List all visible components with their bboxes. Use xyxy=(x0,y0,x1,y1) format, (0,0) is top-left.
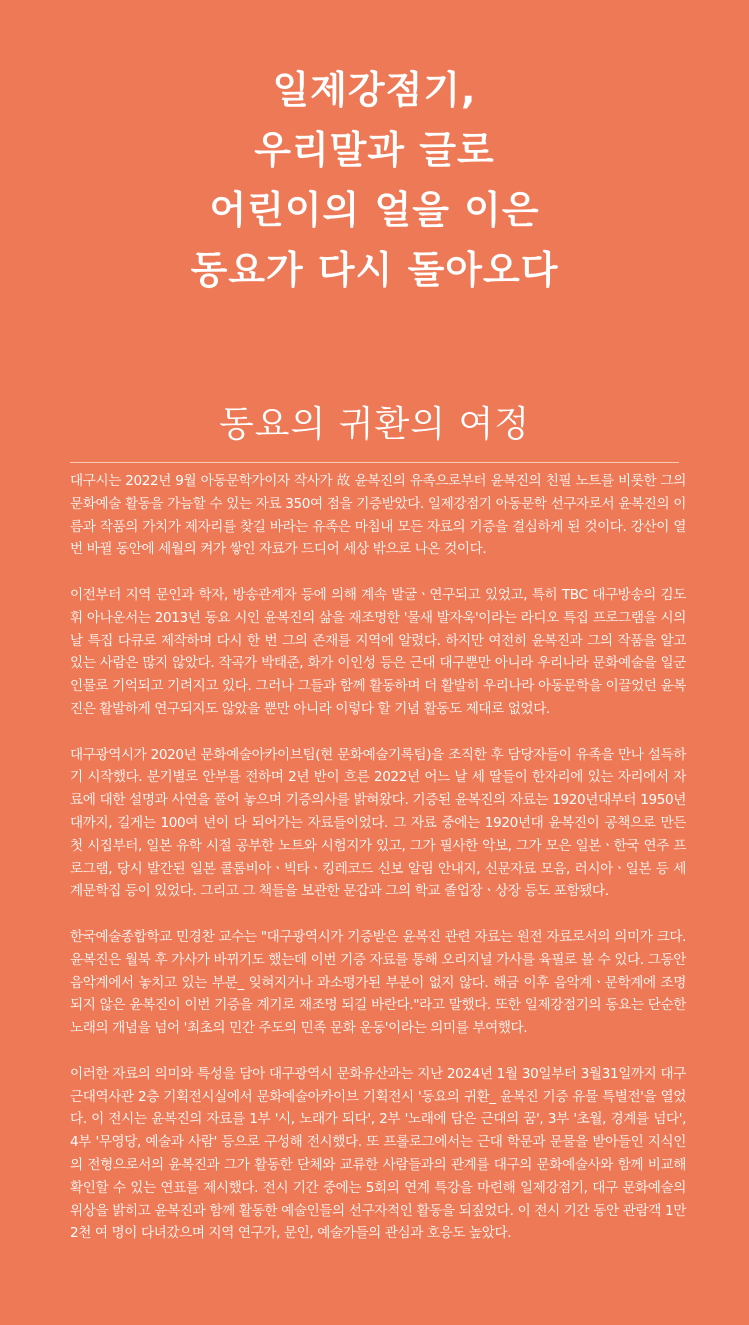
title-divider xyxy=(70,462,679,463)
headline-line-4: 동요가 다시 돌아오다 xyxy=(190,248,559,292)
headline-line-2: 우리말과 글로 xyxy=(254,128,495,172)
paragraph-donation: 대구시는 2022년 9월 아동문학가이자 작사가 故 윤복진의 유족으로부터 윤복진의 친필 노트를 비롯한 그의 문화예술 활동을 가늠할 수 있는 자료 350여 점을 기증받았다. 일제강점기 아동문학 선구자로서 윤복진의 이름과 작품의 가치가 제자리를 찾길 바라는 유족은 마침내 모든 자료의 기증을 결심하게 된 것이다. 강산이 열 번 바뀔 동안에 세월의 켜가 쌓인 자료가 드디어 세상 밖으로 나온 것이다. xyxy=(70,473,686,558)
headline-line-1: 일제강점기, xyxy=(272,68,477,112)
article-body xyxy=(70,470,686,1268)
paragraph-archive-team: 대구광역시가 2020년 문화예술아카이브팀(현 문화예술기록팀)을 조직한 후 담당자들이 유족을 만나 설득하기 시작했다. 분기별로 안부를 전하며 2년 반이 흐른 2022년 어느 날 세 딸들이 한자리에 있는 자리에서 자료에 대한 설명과 사연을 풀어 놓으며 기증의사를 밝혀왔다. 기증된 윤복진의 자료는 1920년대부터 1950년대까지, 길게는 100여 년이 다 되어가는 자료들이었다. 그 자료 중에는 1920년대 윤복진이 공책으로 만든 첫 시집부터, 일본 유학 시절 공부한 노트와 시험지가 있고, 그가 필사한 악보, 그가 모은 일본ㆍ한국 연주 프로그램, 당시 발간된 일본 콜롬비아ㆍ빅타ㆍ킹레코드 신보 알림 안내지, 신문자료 모음, 러시아ㆍ일본 등 세계문학집 등이 있었다. 그리고 그 책들을 보관한 문갑과 그의 학교 졸업장ㆍ상장 등도 포함됐다. xyxy=(70,746,686,900)
headline-line-3: 어린이의 얼을 이은 xyxy=(209,188,540,232)
headline xyxy=(0,60,749,300)
section-title: 동요의 귀환의 여정 xyxy=(218,404,531,445)
paragraph-expert-quote: 한국예술종합학교 민경찬 교수는 "대구광역시가 기증받은 윤복진 관련 자료는 원전 자료로서의 의미가 크다. 윤복진은 월북 후 가사가 바뀌기도 했는데 이번 기증 자료를 통해 오리지널 가사를 육필로 볼 수 있다. 그동안 음악계에서 놓치고 있는 부분_ 잊혀지거나 과소평가된 부분이 없지 않다. 해금 이후 음악계ㆍ문학계에 조명되지 않은 윤복진이 이번 기증을 계기로 재조명 되길 바란다."라고 말했다. 또한 일제강점기의 동요는 단순한 노래의 개념을 넘어 '최초의 민간 주도의 민족 문화 운동'이라는 의미를 부여했다. xyxy=(70,928,686,1037)
paragraph-exhibition: 이러한 자료의 의미와 특성을 담아 대구광역시 문화유산과는 지난 2024년 1월 30일부터 3월31일까지 대구근대역사관 2층 기획전시실에서 문화예술아카이브 기획전시 '동요의 귀환_ 윤복진 기증 유물 특별전'을 열었다. 이 전시는 윤복진의 자료를 1부 '시, 노래가 되다', 2부 '노래에 담은 근대의 꿈', 3부 '초월, 경계를 넘다', 4부 '무영당, 예술과 사람' 등으로 구성해 전시했다. 또 프롤로그에서는 근대 학문과 문물을 받아들인 지식인의 전형으로서의 윤복진과 그가 활동한 단체와 교류한 사람들과의 관계를 대구의 문화예술사와 함께 비교해 확인할 수 있는 연표를 제시했다. 전시 기간 중에는 5회의 연계 특강을 마련해 일제강점기, 대구 문화예술의 위상을 밝히고 윤복진과 함께 활동한 예술인들의 선구자적인 활동을 되짚었다. 이 전시 기간 동안 관람객 1만 2천 여 명이 다녀갔으며 지역 연구가, 문인, 예술가들의 관심과 호응도 높았다. xyxy=(70,1065,686,1242)
paragraph-research-history: 이전부터 지역 문인과 학자, 방송관계자 등에 의해 계속 발굴ㆍ연구되고 있었고, 특히 TBC 대구방송의 김도휘 아나운서는 2013년 동요 시인 윤복진의 삶을 재조명한 '물새 발자욱'이라는 라디오 특집 프로그램을 시의 날 특집 다큐로 제작하며 다시 한 번 그의 존재를 지역에 알렸다. 하지만 여전히 윤복진과 그의 작품을 알고 있는 사람은 많지 않았다. 작곡가 박태준, 화가 이인성 등은 근대 대구뿐만 아니라 우리나라 문화예술을 일군 인물로 기억되고 기려지고 있다. 그러나 그들과 함께 활동하며 더 활발히 우리나라 아동문학을 이끌었던 윤복진은 활발하게 연구되지도 않았을 뿐만 아니라 이렇다 할 기념 활동도 제대로 없었다. xyxy=(70,586,686,717)
